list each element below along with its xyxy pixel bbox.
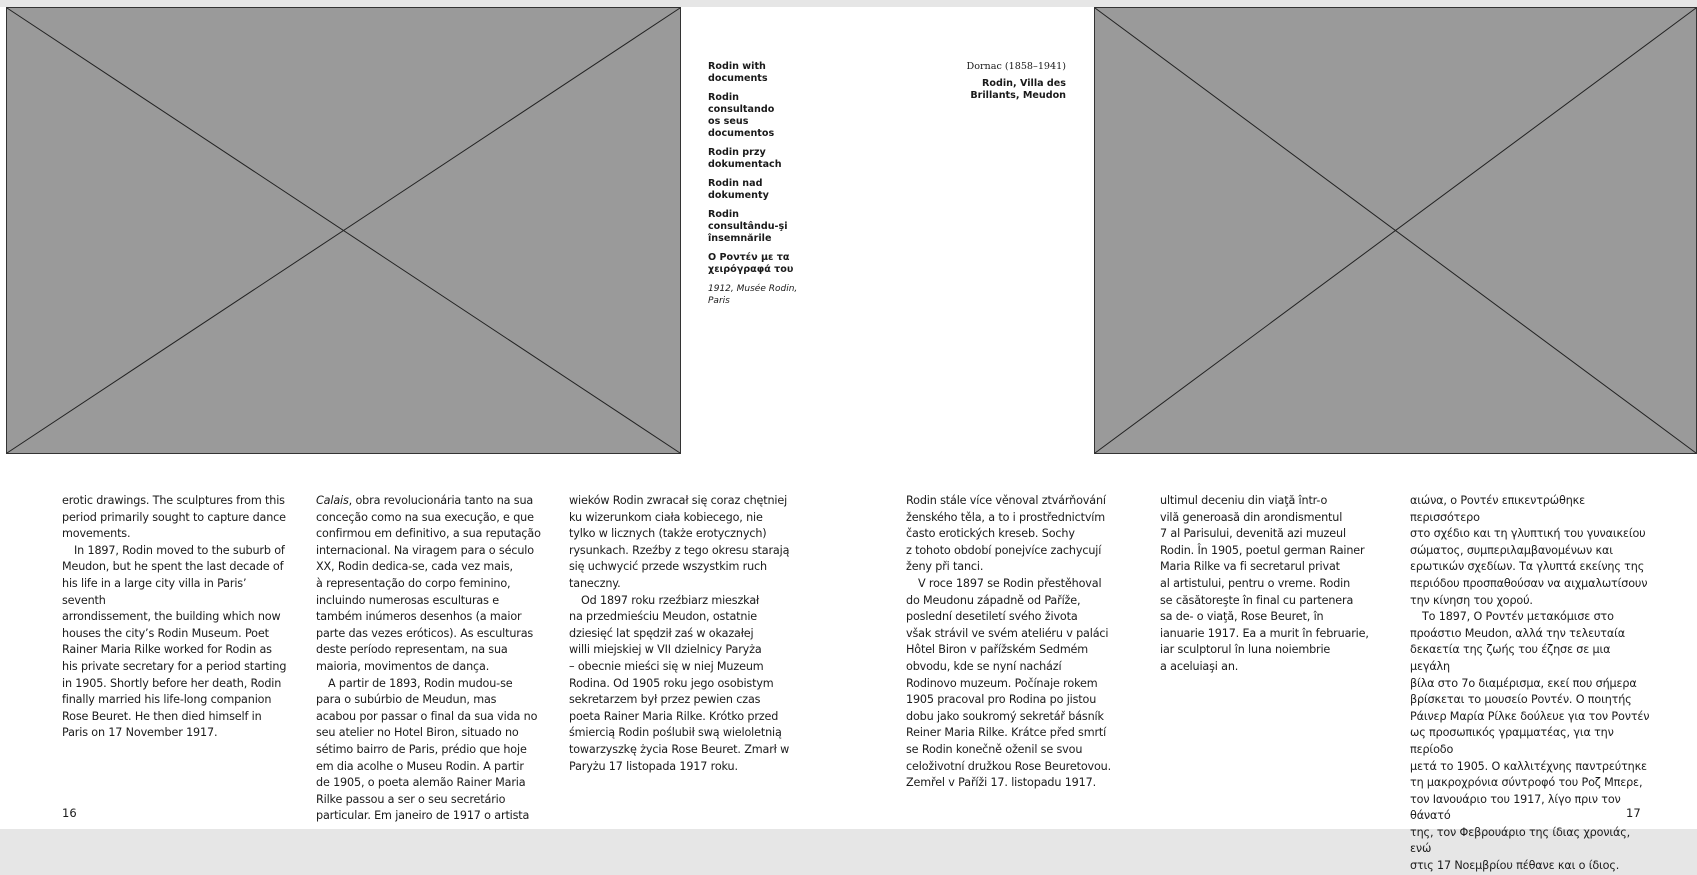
- emphasis-title: Calais: [316, 494, 349, 507]
- paragraph: αιώνα, ο Ροντέν επικεντρώθηκε περισσότερο στο σχέδιο και τη γλυπτική του γυναικείου σώματος, συμπεριλαμβανομένων και ερωτικών σχεδίων. Τα γλυπτά εκείνης της περιόδου προσπαθούσαν να αιχμαλωτίσουν την κίνηση του χορού.: [1410, 494, 1648, 607]
- caption-en: Rodin with documents: [708, 61, 768, 84]
- photo-caption-multilingual: [708, 61, 804, 307]
- paragraph-text: , obra revolucionária tanto na sua conceção como na sua execução, e que confirmou em definitivo, a sua reputação internacional. Na viragem para o século XX, Rodin dedica-se, cada vez mais, à representação do corpo feminino, incluindo numerosas esculturas e também inúmeros desenhos (a maior parte das vezes eróticos). As esculturas deste período representam, na sua maioria, movimentos de dança.: [316, 494, 541, 673]
- photo-caption-right: [900, 61, 1066, 102]
- paragraph: A partir de 1893, Rodin mudou-se para o subúrbio de Meudun, mas acabou por passar o final da sua vida no seu atelier no Hotel Biron, situado no sétimo bairro de Paris, prédio que hoje em dia acolhe o Museu Rodin. A partir de 1905, o poeta alemão Rainer Maria Rilke passou a ser o seu secretário particular. Em janeiro de 1917 o artista: [316, 676, 538, 823]
- caption-pl: Rodin przy dokumentach: [708, 147, 782, 170]
- photo-placeholder-right: [1094, 7, 1697, 454]
- paragraph: ultimul deceniu din viaţă într-o vilă generoasă din arondismentul 7 al Parisului, devenită azi muzeul Rodin. În 1905, poetul german Rainer Maria Rilke va fi secretarul privat al artistului, pentru o vreme. Rodin se căsătoreşte în final cu partenera sa de- o viaţă, Rose Beuret, în ianuarie 1917. Ea a murit în februarie, iar sculptorul în luna noiembrie a aceluiaşi an.: [1160, 494, 1369, 673]
- text-column-greek: [1410, 493, 1650, 875]
- paragraph: erotic drawings. The sculptures from this period primarily sought to capture dance movements.: [62, 494, 286, 541]
- paragraph: wieków Rodin zwracał się coraz chętniej ku wizerunkom ciała kobiecego, nie tylko w licznych (także erotycznych) rysunkach. Rzeźby z tego okresu starają się uchwycić przede wszystkim ruch taneczny.: [569, 494, 790, 590]
- page-number-left: 16: [62, 806, 77, 820]
- caption-cs: Rodin nad dokumenty: [708, 178, 769, 201]
- paragraph: V roce 1897 se Rodin přestěhoval do Meudonu západně od Paříže, poslední desetiletí svého života však strávil ve svém ateliéru v paláci Hôtel Biron v pařížském Sedmém obvodu, kde se nyní nachází Rodinovo muzeum. Počínaje rokem 1905 pracoval pro Rodina po jistou dobu jako soukromý sekretář básník Reiner Maria Rilke. Krátce před smrtí se Rodin konečně oženil se svou celoživotní družkou Rose Beuretovou. Zemřel v Paříži 17. listopadu 1917.: [906, 576, 1112, 790]
- text-column-romanian: [1160, 493, 1388, 676]
- text-column-english: [62, 493, 290, 742]
- page-number-right: 17: [1626, 806, 1641, 820]
- text-column-portuguese: [316, 493, 544, 825]
- paragraph: Το 1897, Ο Ροντέν μετακόμισε στο προάστιο Meudon, αλλά την τελευταία δεκαετία της ζωής του έζησε σε μια μεγάλη βίλα στο 7ο διαμέρισμα, εκεί που σήμερα βρίσκεται το μουσείο Ροντέν. Ο ποιητής Ράινερ Μαρία Ρίλκε δούλευε για τον Ροντέν ως προσωπικός γραμματέας, για την περίοδο μετά το 1905. Ο καλλιτέχνης παντρεύτηκε τη μακροχρόνια σύντροφό του Ροζ Μπερε, τον Ιανουάριο του 1917, λίγο πριν τον θάνατό της, τον Φεβρουάριο της ίδιας χρονιάς, ενώ στις 17 Νοεμβρίου πέθανε και ο ίδιος.: [1410, 610, 1650, 873]
- paragraph: [316, 493, 544, 676]
- placeholder-cross-icon: [7, 8, 680, 453]
- photo-placeholder-left: [6, 7, 681, 454]
- caption-el: Ο Ροντέν με τα χειρόγραφά του: [708, 252, 794, 275]
- caption-ro: Rodin consultându-şi însemnările: [708, 209, 788, 244]
- paragraph: Od 1897 roku rzeźbiarz mieszkał na przedmieściu Meudon, ostatnie dziesięć lat spędził zaś w okazałej willi miejskiej w VII dzielnicy Paryża – obecnie mieści się w niej Muzeum Rodina. Od 1905 roku jego osobistym sekretarzem był przez pewien czas poeta Rainer Maria Rilke. Krótko przed śmiercią Rodin poślubił swą wieloletnią towarzyszkę życia Rose Beuret. Zmarł w Paryżu 17 listopada 1917 roku.: [569, 593, 790, 773]
- text-column-polish: [569, 493, 797, 775]
- paragraph: In 1897, Rodin moved to the suburb of Meudon, but he spent the last decade of his life in a large city villa in Paris’ seventh arrondissement, the building which now houses the city’s Rodin Museum. Poet Rainer Maria Rilke worked for Rodin as his private secretary for a period starting in 1905. Shortly before her death, Rodin finally married his life-long companion Rose Beuret. He then died himself in Paris on 17 November 1917.: [62, 543, 287, 740]
- placeholder-cross-icon: [1095, 8, 1696, 453]
- text-column-czech: [906, 493, 1134, 792]
- document-spread: [0, 7, 1697, 873]
- photographer-credit: Dornac (1858–1941): [966, 61, 1066, 72]
- caption-credit: 1912, Musée Rodin, Paris: [708, 284, 798, 306]
- paragraph: Rodin stále více věnoval ztvárňování ženského těla, a to i prostřednictvím často erotických kreseb. Sochy z tohoto období ponejvíce zachycují ženy při tanci.: [906, 494, 1106, 574]
- caption-pt: Rodin consultando os seus documentos: [708, 92, 775, 139]
- photo-title: Rodin, Villa des Brillants, Meudon: [970, 78, 1066, 101]
